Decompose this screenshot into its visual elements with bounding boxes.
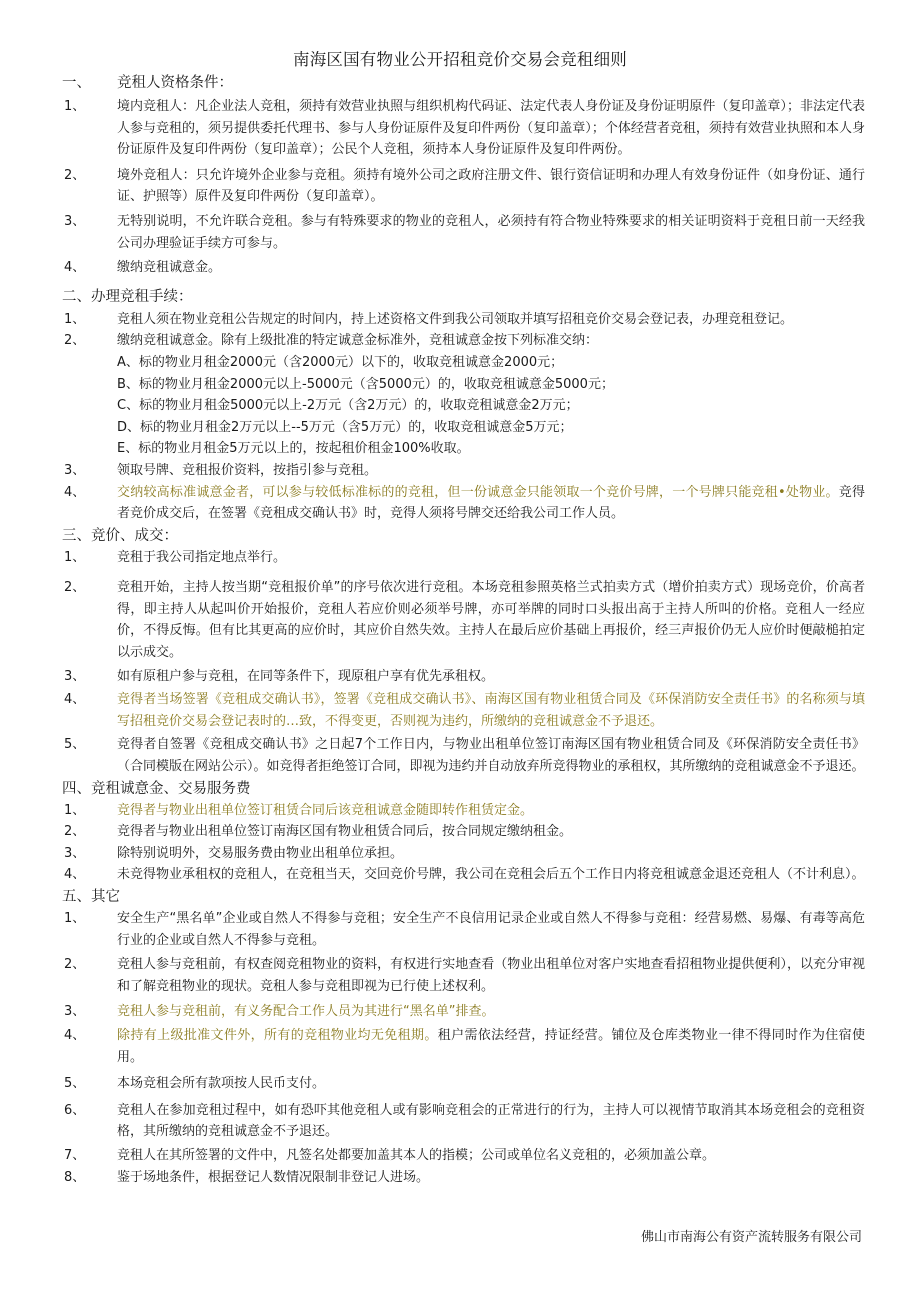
list-item — [0, 864, 920, 886]
list-item — [0, 1100, 920, 1143]
section-number: 五、 — [62, 889, 91, 905]
section-heading — [0, 886, 920, 908]
item-number: 4、 — [64, 484, 86, 500]
item-text: 境外竞租人：只允许境外企业参与竞租。须持有境外公司之政府注册文件、银行资信证明和办理人有效身份证件（如身份证、通行证、护照等）原件及复印件两份（复印盖章）。 — [117, 167, 865, 205]
item-number: 2、 — [64, 167, 86, 183]
list-item — [0, 165, 920, 208]
list-item — [0, 482, 920, 525]
item-number: 2、 — [64, 580, 86, 596]
list-item — [0, 1073, 920, 1095]
issuer-signature: 佛山市南海公有资产流转服务有限公司 — [640, 1230, 862, 1245]
item-number: 4、 — [64, 692, 86, 708]
item-text: 本场竞租会所有款项按人民币支付。 — [117, 1076, 326, 1092]
item-number: 5、 — [64, 1076, 86, 1092]
list-item — [0, 689, 920, 732]
list-item — [0, 547, 920, 569]
item-text: 竞租开始，主持人按当期“竞租报价单”的序号依次进行竞租。本场竞租参照英格兰式拍卖方式（增价拍卖方式）现场竞价，价高者得，即主持人从起叫价开始报价，竞租人若应价则必须举号牌，亦可举牌的同时口头报出高于主持人所叫的价格。竞租人一经应价，不得反悔。但有比其更高的应价时，其应价自然失效。主持人在最后应价基础上再报价，经三声报价仍无人应价时便敲槌拍定以示成交。 — [117, 580, 865, 661]
list-item — [0, 734, 920, 777]
item-text — [117, 1025, 865, 1068]
section-heading — [0, 525, 920, 547]
item-text: 境内竞租人：凡企业法人竞租，须持有效营业执照与组织机构代码证、法定代表人身份证及身份证明原件（复印盖章）；非法定代表人参与竞租的，须另提供委托代理书、参与人身份证原件及复印件两份（复印盖章）；个体经营者竞租，须持有效营业执照和本人身份证原件及复印件两份（复印盖章）；公民个人竞租，须持本人身份证原件及复印件两份。 — [117, 99, 865, 158]
item-number: 1、 — [64, 99, 86, 114]
item-text: 缴纳竞租诚意金。除有上级批准的特定诚意金标准外，竞租诚意金按下列标准交纳： — [117, 333, 599, 349]
section-title: 竞租人资格条件： — [117, 75, 233, 91]
item-text: 未竞得物业承租权的竞租人，在竞租当天，交回竞价号牌，我公司在竞租会后五个工作日内将竞租诚意金退还竞租人（不计利息）。 — [117, 867, 865, 883]
list-item — [0, 330, 920, 352]
item-number: 7、 — [64, 1147, 86, 1163]
section-number: 四、 — [62, 780, 91, 797]
item-text — [117, 482, 865, 525]
item-text-rest: 租户需依法经营，持证经营。铺位及仓库类物业一律不得同时作为住宿使用。 — [117, 1027, 865, 1065]
section-heading — [0, 778, 920, 800]
item-number: 2、 — [64, 957, 86, 973]
section-heading — [0, 286, 920, 308]
item-text: 竞租人须在物业竞租公告规定的时间内，持上述资格文件到我公司领取并填写招租竞价交易会登记表，办理竞租登记。 — [117, 311, 794, 327]
section-title: 其它 — [91, 889, 120, 905]
section-heading — [0, 72, 920, 94]
section-title: 竞价、成交： — [91, 527, 178, 544]
item-text: 竞租于我公司指定地点举行。 — [117, 549, 287, 565]
item-number: 4、 — [64, 867, 86, 883]
deposit-tier: C、标的物业月租金5000元以上-2万元（含2万元）的，收取竞租诚意金2万元； — [117, 398, 579, 414]
section-number: 一、 — [62, 75, 91, 91]
list-item — [0, 666, 920, 688]
list-item — [0, 821, 920, 843]
item-number: 5、 — [64, 737, 86, 753]
item-text-highlighted: 竞租人参与竞租前，有义务配合工作人员为其进行“黑名单”排查。 — [117, 1004, 495, 1020]
list-item — [0, 211, 920, 254]
item-text: 鉴于场地条件，根据登记人数情况限制非登记人进场。 — [117, 1169, 430, 1185]
item-text-highlighted: 竞得者与物业出租单位签订租赁合同后该竞租诚意金随即转作租赁定金。 — [117, 802, 534, 818]
item-number: 1、 — [64, 911, 86, 926]
item-text: 竞租人在参加竞租过程中，如有恐吓其他竞租人或有影响竞租会的正常进行的行为，主持人可以视情节取消其本场竞租会的竞租资格，其所缴纳的竞租诚意金不予退还。 — [117, 1102, 865, 1140]
item-text: 竞得者自签署《竞租成交确认书》之日起7个工作日内，与物业出租单位签订南海区国有物业租赁合同及《环保消防安全责任书》（合同模版在网站公示）。如竞得者拒绝签订合同，即视为违约并自动放弃所竞得物业的承租权，其所缴纳的竞租诚意金不予退还。 — [117, 737, 865, 775]
item-number: 3、 — [64, 462, 86, 478]
highlighted-text: 交纳较高标准诚意金者，可以参与较低标准标的的竞租，但一份诚意金只能领取一个竞价号牌，一个号牌只能竞租•处物业。 — [117, 484, 839, 500]
deposit-tier: D、标的物业月租金2万元以上--5万元（含5万元）的，收取竞租诚意金5万元； — [117, 419, 573, 435]
item-number: 2、 — [64, 824, 86, 840]
item-text: 缴纳竞租诚意金。 — [117, 260, 222, 276]
item-number: 8、 — [64, 1169, 86, 1185]
item-number: 4、 — [64, 260, 86, 276]
list-item — [0, 954, 920, 997]
list-item — [0, 1025, 920, 1068]
section-title: 竞租诚意金、交易服务费 — [91, 780, 251, 797]
deposit-tier: A、标的物业月租金2000元（含2000元）以下的，收取竞租诚意金2000元； — [117, 354, 564, 370]
item-number: 1、 — [64, 802, 86, 818]
item-text-rest: 竞得者竞价成交后，在签署《竞租成交确认书》时，竞得人须将号牌交还给我公司工作人员。 — [117, 484, 865, 522]
item-number: 6、 — [64, 1102, 86, 1118]
item-text: 除特别说明外，交易服务费由物业出租单位承担。 — [117, 845, 404, 861]
item-text: 无特别说明，不允许联合竞租。参与有特殊要求的物业的竞租人，必须持有符合物业特殊要求的相关证明资料于竞租日前一天经我公司办理验证手续方可参与。 — [117, 213, 865, 251]
list-item — [0, 1167, 920, 1189]
deposit-tier: B、标的物业月租金2000元以上-5000元（含5000元）的，收取竞租诚意金5000元； — [117, 376, 614, 392]
highlighted-text: 除持有上级批准文件外，所有的竞租物业均无免租期。 — [117, 1027, 438, 1043]
list-item — [0, 843, 920, 865]
item-text: 竞得者与物业出租单位签订南海区国有物业租赁合同后，按合同规定缴纳租金。 — [117, 824, 573, 840]
item-number: 3、 — [64, 1004, 86, 1020]
section-title: 办理竞租手续： — [91, 288, 193, 305]
item-text-highlighted: 竞得者当场签署《竞租成交确认书》，签署《竞租成交确认书》、南海区国有物业租赁合同及《环保消防安全责任书》的名称须与填写招租竞价交易会登记表时的…致，不得变更，否则视为违约，所缴纳的竞租诚意金不予退还。 — [117, 692, 865, 729]
document-body — [0, 72, 920, 1188]
item-number: 3、 — [64, 668, 86, 684]
section-number: 三、 — [62, 527, 91, 544]
list-item — [0, 96, 920, 161]
section-number: 二、 — [62, 288, 91, 305]
item-text: 竞租人在其所签署的文件中，凡签名处都要加盖其本人的指模；公司或单位名义竞租的，必须加盖公章。 — [117, 1147, 716, 1163]
item-text: 安全生产“黑名单”企业或自然人不得参与竞租；安全生产不良信用记录企业或自然人不得参与竞租：经营易燃、易爆、有毒等高危行业的企业或自然人不得参与竞租。 — [117, 911, 865, 948]
item-text: 领取号牌、竞租报价资料，按指引参与竞租。 — [117, 462, 378, 478]
list-item — [0, 908, 920, 951]
item-text: 如有原租户参与竞租，在同等条件下，现原租户享有优先承租权。 — [117, 668, 495, 684]
item-number: 4、 — [64, 1027, 86, 1043]
list-item — [0, 577, 920, 663]
item-number: 2、 — [64, 333, 86, 349]
list-item — [0, 257, 920, 279]
item-number: 1、 — [64, 549, 86, 565]
deposit-tier: E、标的物业月租金5万元以上的，按起租价租金100%收取。 — [117, 441, 470, 457]
document-title: 南海区国有物业公开招租竞价交易会竞租细则 — [293, 50, 627, 69]
list-item — [0, 309, 920, 331]
list-item — [0, 1145, 920, 1167]
item-text: 竞租人参与竞租前，有权查阅竞租物业的资料，有权进行实地查看（物业出租单位对客户实地查看招租物业提供便利），以充分审视和了解竞租物业的现状。竞租人参与竞租即视为已行使上述权利。 — [117, 957, 865, 994]
list-item — [0, 800, 920, 822]
list-item — [0, 460, 920, 482]
item-number: 1、 — [64, 311, 86, 327]
item-number: 3、 — [64, 213, 86, 229]
item-number: 3、 — [64, 845, 86, 861]
list-item — [0, 1001, 920, 1023]
